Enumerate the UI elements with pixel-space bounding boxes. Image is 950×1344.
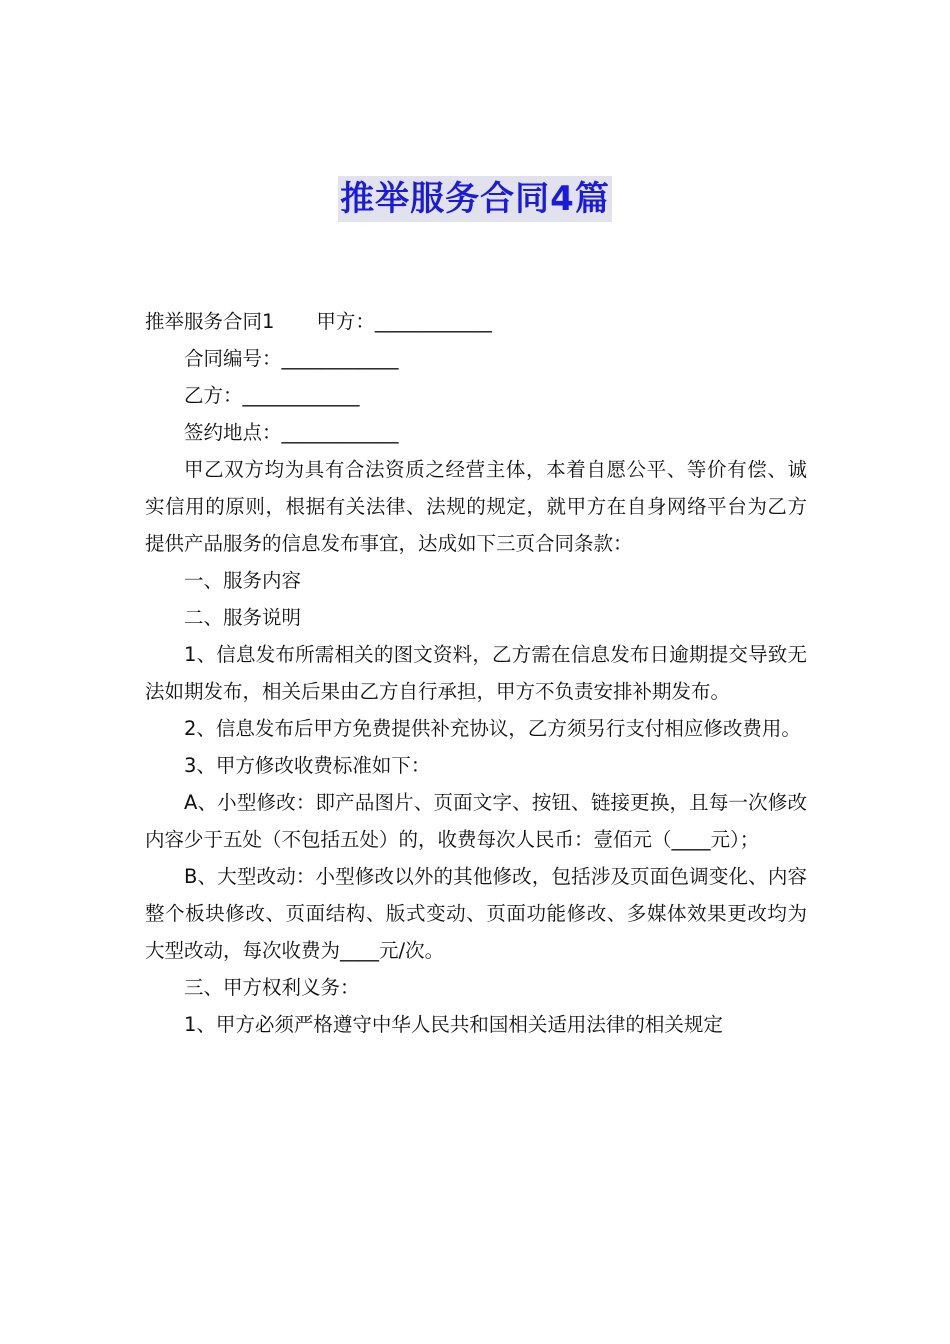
section-heading: 三、甲方权利义务： — [184, 976, 360, 999]
contract-label: 推举服务合同1 — [145, 310, 275, 333]
clause-paragraph: A、小型修改：即产品图片、页面文字、按钮、链接更换，且每一次修改内容少于五处（不包括五处）的，收费每次人民币：壹佰元（____元）； — [145, 791, 807, 851]
preamble-paragraph: 甲乙双方均为具有合法资质之经营主体，本着自愿公平、等价有偿、诚实信用的原则，根据有关法律、法规的规定，就甲方在自身网络平台为乙方提供产品服务的信息发布事宜，达成如下三页合同条款： — [145, 458, 807, 555]
clause-paragraph: B、大型改动：小型修改以外的其他修改，包括涉及页面色调变化、内容整个板块修改、页面结构、版式变动、页面功能修改、多媒体效果更改均为大型改动，每次收费为____元/次。 — [145, 865, 807, 962]
signing-place-field: 签约地点：____________ — [184, 421, 399, 444]
party-b-field: 乙方：____________ — [184, 384, 360, 407]
clause-paragraph: 1、甲方必须严格遵守中华人民共和国相关适用法律的相关规定 — [184, 1013, 723, 1036]
clause-paragraph: 2、信息发布后甲方免费提供补充协议，乙方须另行支付相应修改费用。 — [184, 717, 801, 740]
document-body — [145, 303, 807, 1043]
clause-paragraph: 1、信息发布所需相关的图文资料，乙方需在信息发布日逾期提交导致无法如期发布，相关后果由乙方自行承担，甲方不负责安排补期发布。 — [145, 643, 807, 703]
section-heading: 二、服务说明 — [184, 606, 302, 629]
section-heading: 一、服务内容 — [184, 569, 302, 592]
first-line — [145, 303, 807, 340]
title-container — [0, 176, 950, 222]
party-a-field: 甲方：____________ — [316, 310, 492, 333]
clause-paragraph: 3、甲方修改收费标准如下： — [184, 754, 431, 777]
contract-number-field: 合同编号：____________ — [184, 347, 399, 370]
document-title: 推举服务合同4篇 — [338, 176, 612, 222]
